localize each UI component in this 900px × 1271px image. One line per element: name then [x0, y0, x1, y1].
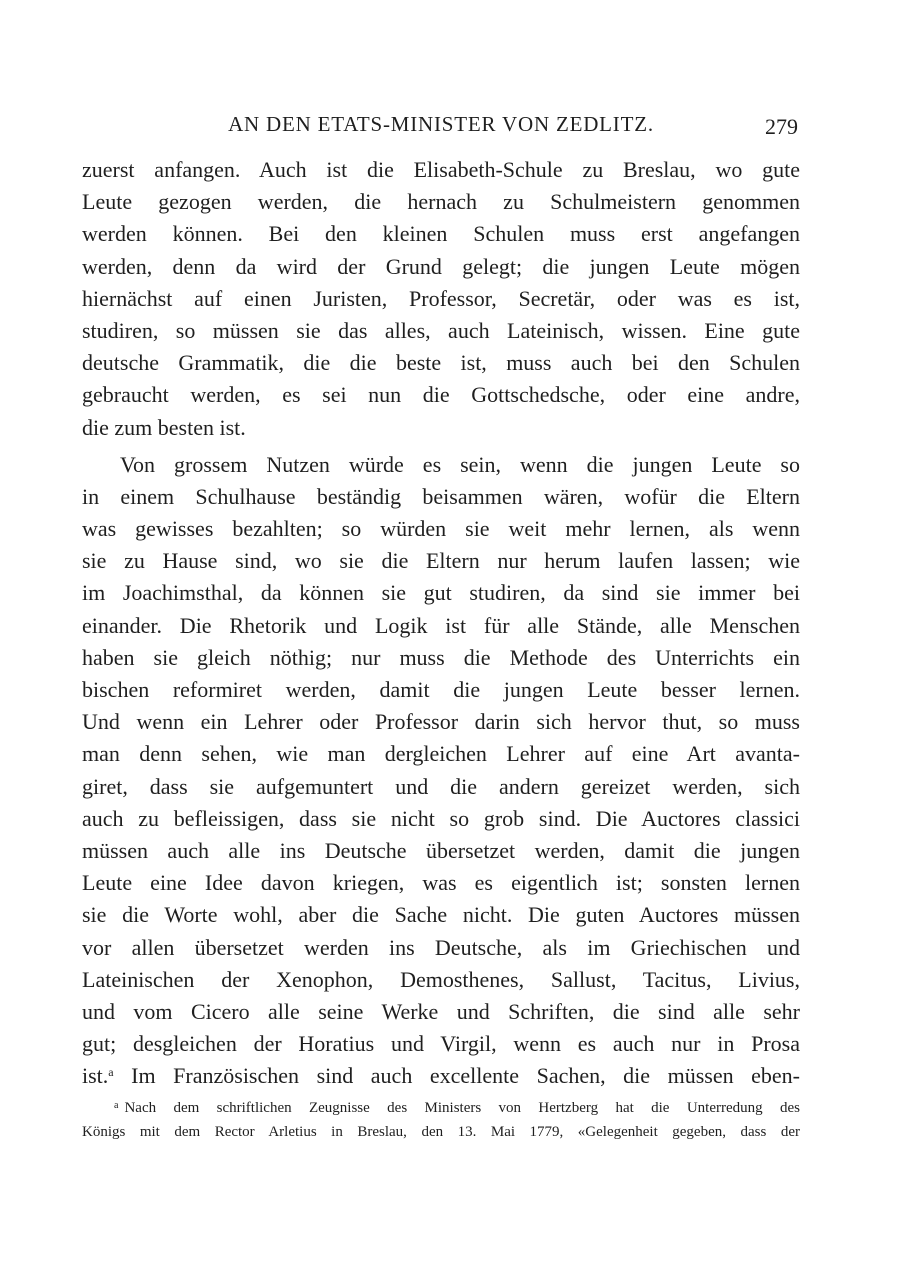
text-line: vor allen übersetzet werden ins Deutsche, als im Griechischen und: [82, 934, 800, 960]
text-line: zuerst anfangen. Auch ist die Elisabeth-Schule zu Breslau, wo gute: [82, 157, 800, 182]
page-number: 279: [765, 114, 798, 139]
text-line: müssen auch alle ins Deutsche übersetzet werden, damit die jungen: [82, 837, 800, 863]
text-segment: Im Französischen sind auch excellente Sachen, die müssen eben-: [113, 1063, 800, 1089]
running-title: AN DEN ETATS-MINISTER VON ZEDLITZ.: [228, 112, 654, 136]
text-line: in einem Schulhause beständig beisammen wären, wofür die Eltern: [82, 483, 800, 509]
text-line: bischen reformiret werden, damit die jungen Leute besser lernen.: [82, 677, 800, 702]
running-head: [82, 112, 800, 142]
body-text: [82, 154, 800, 1092]
text-line: werden können. Bei den kleinen Schulen muss erst angefangen: [82, 221, 800, 247]
footnote-marker: a: [114, 1100, 119, 1111]
text-line: Leute eine Idee davon kriegen, was es eigentlich ist; sonsten lernen: [82, 870, 800, 896]
text-line: gebraucht werden, es sei nun die Gottschedsche, oder eine andre,: [82, 382, 800, 408]
text-line: haben sie gleich nöthig; nur muss die Methode des Unterrichts ein: [82, 644, 800, 670]
text-line: sie zu Hause sind, wo sie die Eltern nur herum laufen lassen; wie: [82, 548, 800, 574]
text-line: im Joachimsthal, da können sie gut studiren, da sind sie immer bei: [82, 580, 800, 606]
text-line-with-note: [82, 1060, 800, 1092]
text-line: giret, dass sie aufgemuntert und die andern gereizet werden, sich: [82, 773, 800, 799]
text-line: einander. Die Rhetorik und Logik ist für alle Stände, alle Menschen: [82, 612, 800, 638]
text-line: was gewisses bezahlten; so würden sie weit mehr lernen, als wenn: [82, 516, 800, 542]
text-line: gut; desgleichen der Horatius und Virgil, wenn es auch nur in Prosa: [82, 1031, 800, 1057]
text-line: und vom Cicero alle seine Werke und Schriften, die sind alle sehr: [82, 998, 800, 1024]
text-line: deutsche Grammatik, die die beste ist, muss auch bei den Schulen: [82, 350, 800, 376]
text-line: man denn sehen, wie man dergleichen Lehrer auf eine Art avanta-: [82, 741, 800, 767]
text-segment: ist.: [82, 1063, 109, 1089]
text-line: Und wenn ein Lehrer oder Professor darin sich hervor thut, so muss: [82, 709, 800, 735]
text-line: studiren, so müssen sie das alles, auch Lateinisch, wissen. Eine gute: [82, 317, 800, 343]
text-line: hiernächst auf einen Juristen, Professor, Secretär, oder was es ist,: [82, 285, 800, 311]
footnote-text: Nach dem schriftlichen Zeugnisse des Ministers von Hertzberg hat die Unterredung des: [124, 1100, 800, 1116]
text-line: sie die Worte wohl, aber die Sache nicht. Die guten Auctores müssen: [82, 902, 800, 928]
paragraph-first-line: Von grossem Nutzen würde es sein, wenn die jungen Leute so: [120, 451, 800, 477]
text-line: Leute gezogen werden, die hernach zu Schulmeistern genommen: [82, 189, 800, 215]
text-line: Lateinischen der Xenophon, Demosthenes, Sallust, Tacitus, Livius,: [82, 966, 800, 992]
text-line: auch zu befleissigen, dass sie nicht so grob sind. Die Auctores classici: [82, 805, 800, 831]
text-line: werden, denn da wird der Grund gelegt; die jungen Leute mögen: [82, 253, 800, 279]
footnote-reference[interactable]: a: [108, 1065, 114, 1080]
footnote-line: Königs mit dem Rector Arletius in Breslau, den 13. Mai 1779, «Gelegenheit gegeben, dass der: [82, 1124, 800, 1140]
footnote-line: [82, 1096, 800, 1120]
footnotes: [82, 1096, 800, 1144]
paragraph-end-line: die zum besten ist.: [82, 414, 246, 440]
